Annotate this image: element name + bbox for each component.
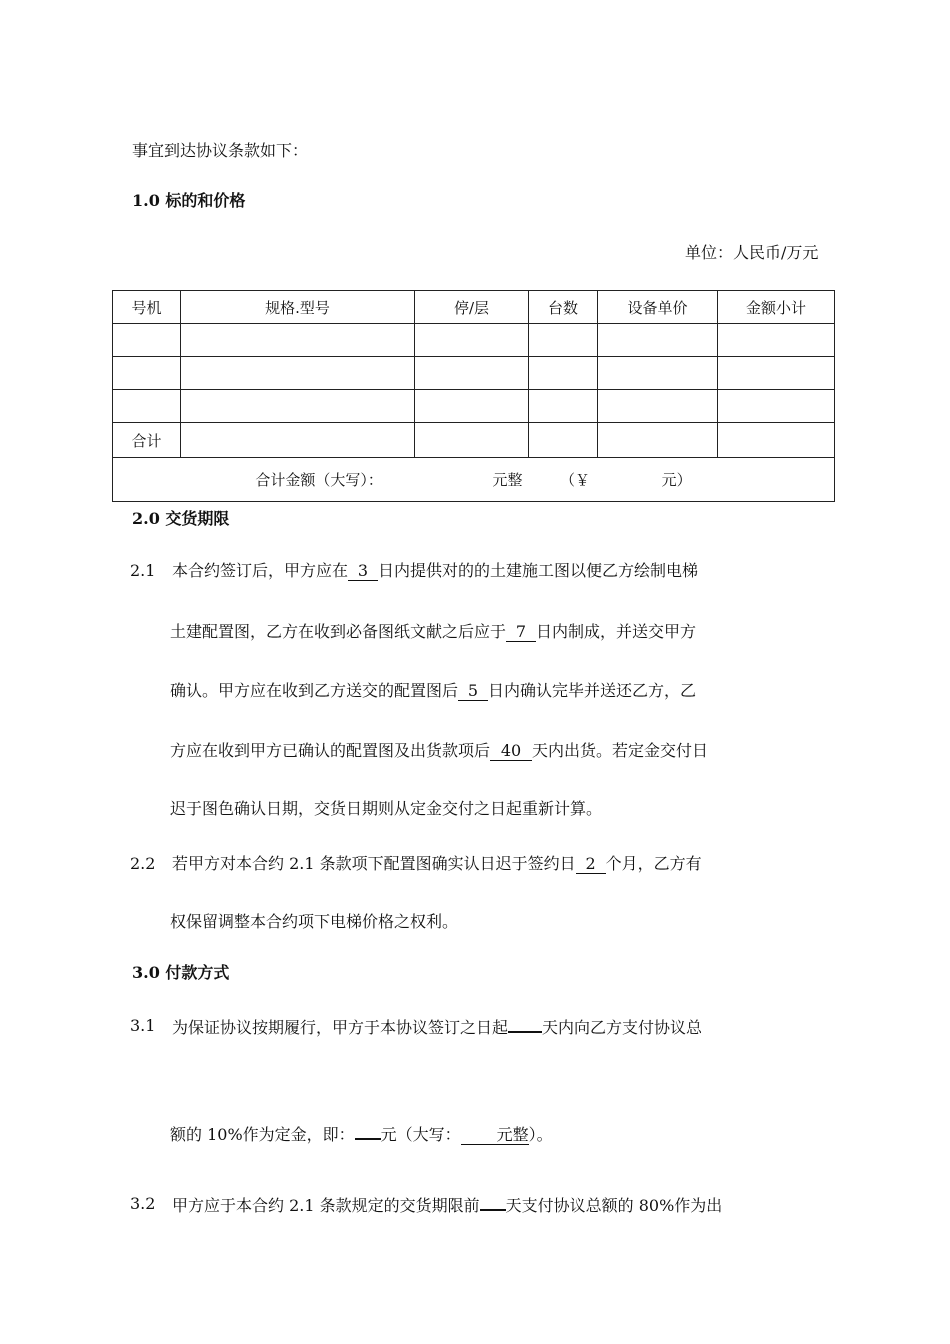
section-3-heading: 3.0 付款方式 [132,963,230,982]
clause-3-1-line2 [170,1122,553,1146]
table-cell[interactable] [598,390,718,423]
total-label: 合计金额（大写）： [255,471,383,489]
table-cell[interactable] [181,357,415,390]
table-cell[interactable] [529,324,598,357]
amount-words-blank[interactable]: 元整 [461,1126,529,1145]
text: 天内出货。若定金交付日 [532,741,709,760]
text: 个月，乙方有 [605,854,702,873]
intro-text: 事宜到达协议条款如下： [132,141,309,160]
table-cell[interactable] [718,423,835,458]
total-row [113,458,835,502]
table-cell[interactable] [113,390,181,423]
table-cell[interactable] [181,423,415,458]
text: 元（大写： [380,1125,461,1144]
text: 甲方应于本合约 2.1 条款规定的交货期限前 [172,1196,480,1215]
table-cell[interactable] [718,324,835,357]
text: 土建配置图，乙方在收到必备图纸文献之后应于 [170,622,507,641]
days-blank[interactable] [480,1193,506,1211]
total-paren-open: （￥ [560,471,591,489]
section-2-heading: 2.0 交货期限 [132,509,230,528]
text: 日内制成，并送交甲方 [536,622,697,641]
col-header: 号机 [113,291,181,324]
table-cell[interactable] [415,390,529,423]
col-header: 金额小计 [718,291,835,324]
table-row [113,390,835,423]
clause-2-1-line4 [170,740,708,762]
days-blank[interactable] [508,1015,542,1033]
table-cell[interactable] [529,357,598,390]
clause-2-2-line1 [172,853,702,875]
subtotal-row [113,423,835,458]
table-cell[interactable] [113,357,181,390]
table-cell[interactable] [181,324,415,357]
subtotal-label: 合计 [113,423,181,458]
clause-2-1-line3 [170,680,696,702]
col-header: 设备单价 [598,291,718,324]
days-blank[interactable]: 40 [490,742,532,761]
table-cell[interactable] [718,390,835,423]
price-table [112,290,835,502]
text: 方应在收到甲方已确认的配置图及出货款项后 [170,741,491,760]
total-paren-close: 元） [661,471,692,489]
text: 天支付协议总额的 80%作为出 [505,1196,723,1215]
text: 本合约签订后，甲方应在 [172,561,349,580]
clause-2-1-line5: 迟于图色确认日期，交货日期则从定金交付之日起重新计算。 [170,799,603,818]
text: 天内向乙方支付协议总 [542,1018,703,1037]
unit-label: 单位：人民币/万元 [685,243,819,262]
total-yuan: 元整 [492,471,523,489]
text: 为保证协议按期履行，甲方于本协议签订之日起 [172,1018,509,1037]
table-row [113,324,835,357]
total-cell [113,458,835,502]
col-header: 规格.型号 [181,291,415,324]
table-header-row [113,291,835,324]
table-cell[interactable] [415,357,529,390]
clause-2-2-number: 2.2 [130,854,156,873]
days-blank[interactable]: 3 [348,562,378,581]
text: 日内确认完毕并送还乙方，乙 [488,681,697,700]
clause-2-1-line1 [172,560,698,582]
text: ）。 [528,1125,553,1144]
clause-3-1-number: 3.1 [130,1016,156,1035]
text: 日内提供对的的土建施工图以便乙方绘制电梯 [378,561,699,580]
table-cell[interactable] [718,357,835,390]
text: 确认。甲方应在收到乙方送交的配置图后 [170,681,459,700]
days-blank[interactable]: 5 [458,682,488,701]
table-row [113,357,835,390]
clause-3-1-line1 [172,1015,702,1039]
col-header: 停/层 [415,291,529,324]
table-cell[interactable] [181,390,415,423]
amount-blank[interactable] [355,1122,381,1140]
clause-3-2-line1 [172,1193,722,1217]
table-cell[interactable] [415,423,529,458]
table-cell[interactable] [529,423,598,458]
table-cell[interactable] [529,390,598,423]
months-blank[interactable]: 2 [576,855,606,874]
section-1-heading: 1.0 标的和价格 [132,191,246,210]
clause-2-1-line2 [170,621,696,643]
table-cell[interactable] [598,423,718,458]
days-blank[interactable]: 7 [506,623,536,642]
clause-3-2-number: 3.2 [130,1194,156,1213]
table-cell[interactable] [598,324,718,357]
col-header: 台数 [529,291,598,324]
text: 若甲方对本合约 2.1 条款项下配置图确实认日迟于签约日 [172,854,576,873]
table-cell[interactable] [113,324,181,357]
text: 额的 10%作为定金，即： [170,1125,355,1144]
clause-2-1-number: 2.1 [130,561,156,580]
table-cell[interactable] [598,357,718,390]
table-cell[interactable] [415,324,529,357]
clause-2-2-line2: 权保留调整本合约项下电梯价格之权利。 [170,912,459,931]
